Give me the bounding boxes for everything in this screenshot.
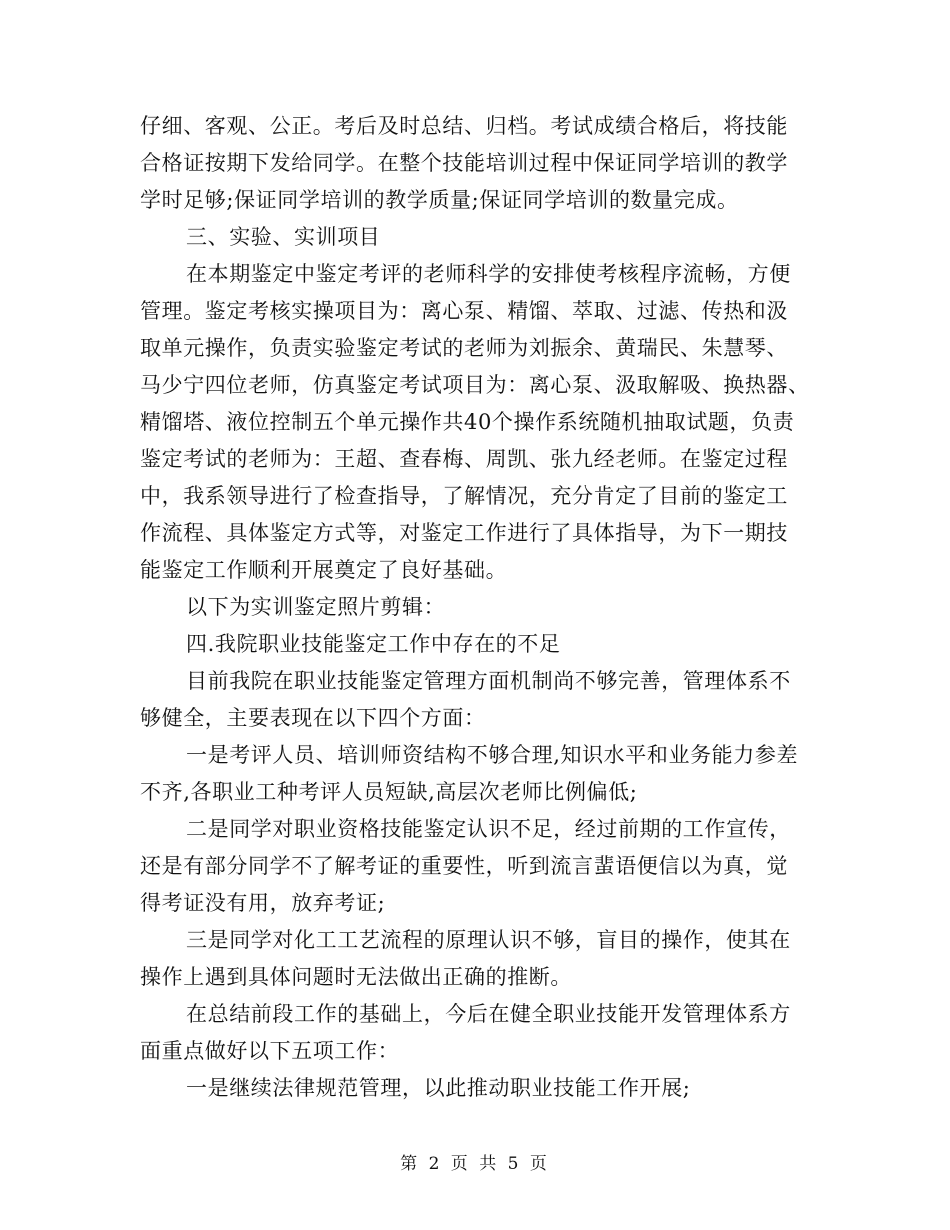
- text-line: 二是同学对职业资格技能鉴定认识不足，经过前期的工作宣传，: [186, 817, 791, 841]
- text-line: 一是继续法律规范管理，以此推动职业技能工作开展;: [186, 1076, 691, 1100]
- text-line: 三、实验、实训项目: [186, 225, 381, 249]
- text-line: 管理。鉴定考核实操项目为：离心泵、精馏、萃取、过滤、传热和汲: [140, 299, 788, 323]
- page-footer: 第 2 页 共 5 页: [400, 1154, 550, 1174]
- text-line: 得考证没有用，放弃考证;: [140, 891, 386, 915]
- text-line: 不齐,各职业工种考评人员短缺,高层次老师比例偏低;: [140, 780, 638, 804]
- text-line: 能鉴定工作顺利开展奠定了良好基础。: [140, 558, 508, 582]
- text-line: 中，我系领导进行了检查指导，了解情况，充分肯定了目前的鉴定工: [140, 484, 788, 508]
- text-line: 操作上遇到具体问题时无法做出正确的推断。: [140, 965, 572, 989]
- text-line: 够健全，主要表现在以下四个方面：: [140, 706, 486, 730]
- text-line: 四.我院职业技能鉴定工作中存在的不足: [186, 632, 561, 656]
- text-line: 目前我院在职业技能鉴定管理方面机制尚不够完善，管理体系不: [186, 669, 791, 693]
- text-line: 还是有部分同学不了解考证的重要性，听到流言蜚语便信以为真，觉: [140, 854, 788, 878]
- text-line: 三是同学对化工工艺流程的原理认识不够，盲目的操作，使其在: [186, 928, 791, 952]
- text-line: 仔细、客观、公正。考后及时总结、归档。考试成绩合格后，将技能: [140, 114, 788, 138]
- text-line: 以下为实训鉴定照片剪辑：: [186, 595, 446, 619]
- text-line: 合格证按期下发给同学。在整个技能培训过程中保证同学培训的教学: [140, 151, 788, 175]
- document-body: [140, 108, 808, 1107]
- text-line: 作流程、具体鉴定方式等，对鉴定工作进行了具体指导，为下一期技: [140, 521, 788, 545]
- text-line: 取单元操作，负责实验鉴定考试的老师为刘振余、黄瑞民、朱慧琴、: [140, 336, 788, 360]
- text-line: 在总结前段工作的基础上，今后在健全职业技能开发管理体系方: [186, 1002, 791, 1026]
- text-line: 马少宁四位老师，仿真鉴定考试项目为：离心泵、汲取解吸、换热器、: [140, 373, 810, 397]
- text-line: 鉴定考试的老师为：王超、查春梅、周凯、张九经老师。在鉴定过程: [140, 447, 788, 471]
- text-line: 学时足够;保证同学培训的教学质量;保证同学培训的数量完成。: [140, 188, 739, 212]
- text-line: 一是考评人员、培训师资结构不够合理,知识水平和业务能力参差: [186, 743, 799, 767]
- text-line: 面重点做好以下五项工作：: [140, 1039, 400, 1063]
- text-line: 精馏塔、液位控制五个单元操作共40个操作系统随机抽取试题，负责: [140, 410, 795, 434]
- text-line: 在本期鉴定中鉴定考评的老师科学的安排使考核程序流畅，方便: [186, 262, 791, 286]
